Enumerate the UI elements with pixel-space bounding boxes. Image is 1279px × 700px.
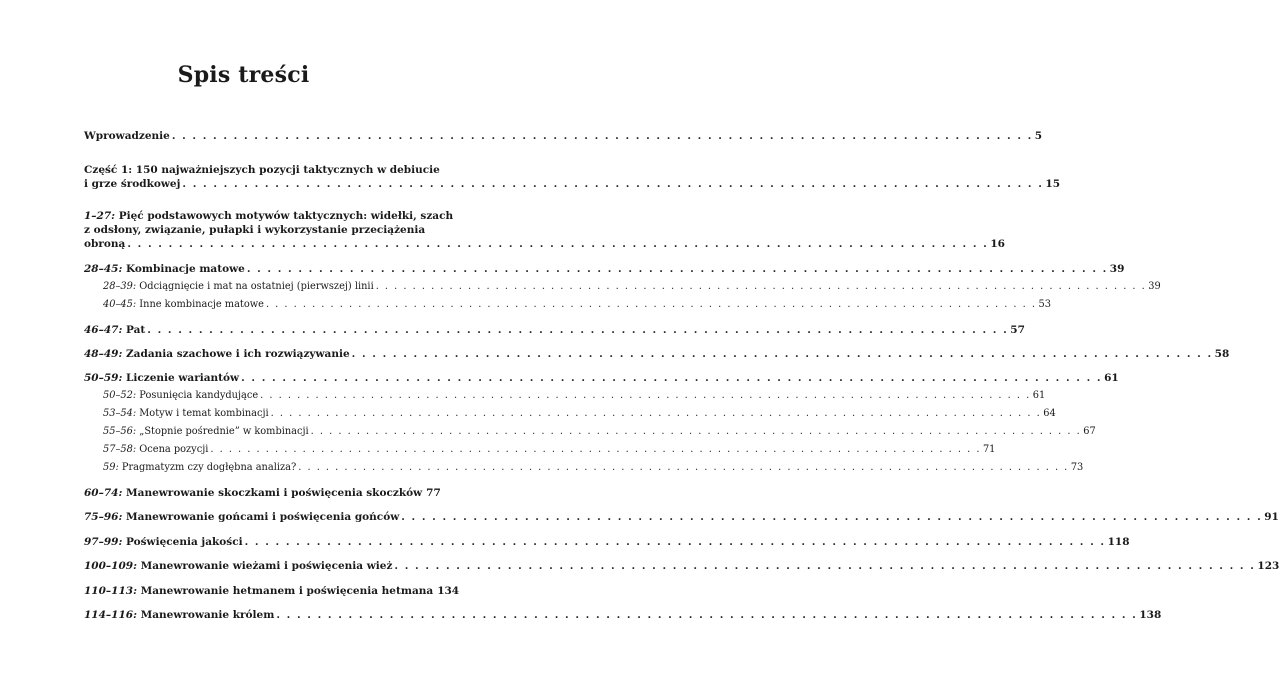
toc-entry-label: Manewrowanie skoczkami i poświęcenia skoczków bbox=[126, 487, 423, 499]
toc-entry-page: 67 bbox=[1083, 426, 1096, 437]
toc-subentry-40-45[interactable] bbox=[0, 298, 1051, 312]
toc-entry-label: Manewrowanie wieżami i poświęcenia wież bbox=[140, 560, 393, 572]
toc-entry-label: Manewrowanie hetmanem i poświęcenia hetmana bbox=[140, 585, 434, 597]
toc-entry-page: 57 bbox=[1010, 324, 1025, 336]
leader-dots: . . . . . . . . . . . . . . . . . . . . . . . . . . . . . . . . . . . . . . . . . . . . . . . . . . . . . . . . . . . . . . . . . . . . . . . . . . . . . . . . . . . . bbox=[394, 560, 1256, 572]
toc-entry-page: 64 bbox=[1043, 408, 1056, 419]
leader-dots: . . . . . . . . . . . . . . . . . . . . . . . . . . . . . . . . . . . . . . . . . . . . . . . . . . . . . . . . . . . . . . . . . . . . . . . . . . . . . . . . . . . . bbox=[147, 324, 1009, 336]
toc-entry-114-116[interactable] bbox=[0, 608, 1162, 622]
toc-entry-number: 57–58: bbox=[103, 444, 137, 455]
toc-entry-number: 59: bbox=[103, 462, 119, 473]
toc-entry-page: 16 bbox=[990, 238, 1005, 250]
toc-entry-number: 100–109: bbox=[84, 560, 137, 572]
toc-entry-label: Kombinacje matowe bbox=[126, 263, 245, 275]
toc-entry-label-line1: Część 1: 150 najważniejszych pozycji taktycznych w debiucie bbox=[84, 164, 440, 176]
leader-dots: . . . . . . . . . . . . . . . . . . . . . . . . . . . . . . . . . . . . . . . . . . . . . . . . . . . . . . . . . . . . . . . . . . . . . . . . . . . . . . . . . . . . bbox=[351, 348, 1213, 360]
toc-entry-number: 40–45: bbox=[103, 299, 137, 310]
toc-entry-number: 50–59: bbox=[84, 372, 123, 384]
toc-entry-label: Inne kombinacje matowe bbox=[139, 299, 264, 310]
toc-entry-label: „Stopnie pośrednie” w kombinacji bbox=[139, 426, 309, 437]
toc-entry-46-47[interactable] bbox=[0, 323, 1025, 337]
leader-dots: . . . . . . . . . . . . . . . . . . . . . . . . . . . . . . . . . . . . . . . . . . . . . . . . . . . . . . . . . . . . . . . . . . . . . . . . . . . . . . . . . . . . bbox=[270, 408, 1042, 419]
toc-entry-number: 1–27: bbox=[84, 210, 116, 222]
toc-entry-label: Posunięcia kandydujące bbox=[139, 390, 259, 401]
toc-entry-page: 58 bbox=[1214, 348, 1230, 360]
toc-entry-page: 39 bbox=[1148, 281, 1161, 292]
toc-entry-page: 15 bbox=[1045, 178, 1061, 190]
leader-dots: . . . . . . . . . . . . . . . . . . . . . . . . . . . . . . . . . . . . . . . . . . . . . . . . . . . . . . . . . . . . . . . . . . . . . . . . . . . . . . . . . . . . bbox=[241, 372, 1103, 384]
toc-entry-label: Manewrowanie gońcami i poświęcenia gońców bbox=[126, 511, 400, 523]
toc-entry-number: 46–47: bbox=[84, 324, 123, 336]
leader-dots: . . . . . . . . . . . . . . . . . . . . . . . . . . . . . . . . . . . . . . . . . . . . . . . . . . . . . . . . . . . . . . . . . . . . . . . . . . . . . . . . . . . . bbox=[375, 281, 1147, 292]
leader-dots: . . . . . . . . . . . . . . . . . . . . . . . . . . . . . . . . . . . . . . . . . . . . . . . . . . . . . . . . . . . . . . . . . . . . . . . . . . . . . . . . . . . . bbox=[246, 263, 1108, 275]
toc-subentry-55-56[interactable] bbox=[0, 425, 1096, 439]
toc-entry-number: 75–96: bbox=[84, 511, 123, 523]
toc-entry-page: 123 bbox=[1257, 560, 1279, 572]
toc-entry-number: 110–113: bbox=[84, 585, 137, 597]
toc-entry-label-line2: z odsłony, związanie, pułapki i wykorzystanie przeciążenia bbox=[84, 224, 426, 236]
leader-dots: . . . . . . . . . . . . . . . . . . . . . . . . . . . . . . . . . . . . . . . . . . . . . . . . . . . . . . . . . . . . . . . . . . . . . . . . . . . . . . . . . . . . bbox=[182, 178, 1044, 190]
toc-entry-page: 61 bbox=[1032, 390, 1046, 401]
toc-entry-label: Liczenie wariantów bbox=[126, 372, 240, 384]
toc-entry-label: Ocena pozycji bbox=[139, 444, 209, 455]
toc-entry-page: 61 bbox=[1104, 372, 1119, 384]
toc-entry-number: 50–52: bbox=[103, 390, 137, 401]
leader-dots: . . . . . . . . . . . . . . . . . . . . . . . . . . . . . . . . . . . . . . . . . . . . . . . . . . . . . . . . . . . . . . . . . . . . . . . . . . . . . . . . . . . . bbox=[210, 444, 981, 455]
page-title: Spis treści bbox=[177, 62, 310, 88]
leader-dots: . . . . . . . . . . . . . . . . . . . . . . . . . . . . . . . . . . . . . . . . . . . . . . . . . . . . . . . . . . . . . . . . . . . . . . . . . . . . . . . . . . . . bbox=[260, 390, 1031, 401]
toc-entry-page: 71 bbox=[982, 444, 996, 455]
toc-entry-page: 73 bbox=[1070, 462, 1084, 473]
toc-entry-28-45[interactable] bbox=[0, 262, 1125, 276]
toc-entry-label-line3: obroną bbox=[84, 238, 126, 250]
toc-entry-page: 39 bbox=[1109, 263, 1125, 275]
toc-entry-number: 48–49: bbox=[84, 348, 123, 360]
toc-entry-48-49[interactable] bbox=[0, 347, 1230, 361]
toc-entry-page: 118 bbox=[1107, 536, 1130, 548]
toc-entry-introduction[interactable] bbox=[0, 129, 1043, 143]
toc-entry-label-line1: Pięć podstawowych motywów taktycznych: widełki, szach bbox=[118, 210, 454, 222]
toc-entry-100-109[interactable] bbox=[0, 559, 1279, 573]
toc-entry-number: 97–99: bbox=[84, 536, 123, 548]
toc-entry-label: Odciągnięcie i mat na ostatniej (pierwszej) linii bbox=[139, 281, 374, 292]
toc-entry-number: 114–116: bbox=[84, 609, 137, 621]
leader-dots: . . . . . . . . . . . . . . . . . . . . . . . . . . . . . . . . . . . . . . . . . . . . . . . . . . . . . . . . . . . . . . . . . . . . . . . . . . . . . . . . . . . . bbox=[401, 511, 1263, 523]
toc-entry-page: 53 bbox=[1038, 299, 1051, 310]
toc-entry-60-74[interactable] bbox=[0, 486, 487, 500]
toc-entry-1-27[interactable] bbox=[0, 209, 1005, 251]
toc-subentry-57-58[interactable] bbox=[0, 443, 996, 457]
leader-dots: . . . . . . . . . . . . . . . . . . . . . . . . . . . . . . . . . . . . . . . . . . . . . . . . . . . . . . . . . . . . . . . . . . . . . . . . . . . . . . . . . . . . bbox=[265, 299, 1037, 310]
leader-dots: . . . . . . . . . . . . . . . . . . . . . . . . . . . . . . . . . . . . . . . . . . . . . . . . . . . . . . . . . . . . . . . . . . . . . . . . . . . . . . . . . . . . bbox=[127, 238, 989, 250]
toc-entry-110-113[interactable] bbox=[0, 584, 487, 598]
leader-dots: . . . . . . . . . . . . . . . . . . . . . . . . . . . . . . . . . . . . . . . . . . . . . . . . . . . . . . . . . . . . . . . . . . . . . . . . . . . . . . . . . . . . bbox=[244, 536, 1106, 548]
toc-subentry-59[interactable] bbox=[0, 461, 1084, 475]
toc-entry-label: Manewrowanie królem bbox=[140, 609, 275, 621]
toc-entry-label: Wprowadzenie bbox=[84, 130, 170, 142]
toc-entry-number: 53–54: bbox=[103, 408, 137, 419]
leader-dots: . . . . . . . . . . . . . . . . . . . . . . . . . . . . . . . . . . . . . . . . . . . . . . . . . . . . . . . . . . . . . . . . . . . . . . . . . . . . . . . . . . . . bbox=[298, 462, 1069, 473]
toc-entry-75-96[interactable] bbox=[0, 510, 1279, 524]
toc-entry-label: Zadania szachowe i ich rozwiązywanie bbox=[126, 348, 350, 360]
toc-entry-page: 134 bbox=[437, 585, 460, 597]
toc-entry-50-59[interactable] bbox=[0, 371, 1119, 385]
toc-subentry-50-52[interactable] bbox=[0, 389, 1046, 403]
toc-subentry-28-39[interactable] bbox=[0, 280, 1161, 294]
toc-entry-number: 55–56: bbox=[103, 426, 137, 437]
toc-entry-label: Poświęcenia jakości bbox=[126, 536, 243, 548]
leader-dots: . . . . . . . . . . . . . . . . . . . . . . . . . . . . . . . . . . . . . . . . . . . . . . . . . . . . . . . . . . . . . . . . . . . . . . . . . . . . . . . . . . . . bbox=[171, 130, 1033, 142]
toc-entry-number: 28–45: bbox=[84, 263, 123, 275]
toc-entry-label: Motyw i temat kombinacji bbox=[139, 408, 269, 419]
leader-dots: . . . . . . . . . . . . . . . . . . . . . . . . . . . . . . . . . . . . . . . . . . . . . . . . . . . . . . . . . . . . . . . . . . . . . . . . . . . . . . . . . . . . bbox=[276, 609, 1138, 621]
toc-entry-label: Pragmatyzm czy dogłębna analiza? bbox=[121, 462, 297, 473]
toc-entry-97-99[interactable] bbox=[0, 535, 1130, 549]
toc-subentry-53-54[interactable] bbox=[0, 407, 1056, 421]
toc-entry-part-1[interactable] bbox=[0, 163, 1061, 191]
toc-entry-page: 5 bbox=[1034, 130, 1043, 142]
toc-entry-number: 60–74: bbox=[84, 487, 123, 499]
toc-entry-page: 77 bbox=[426, 487, 441, 499]
toc-entry-number: 28–39: bbox=[103, 281, 137, 292]
toc-entry-page: 91 bbox=[1264, 511, 1279, 523]
leader-dots: . . . . . . . . . . . . . . . . . . . . . . . . . . . . . . . . . . . . . . . . . . . . . . . . . . . . . . . . . . . . . . . . . . . . . . . . . . . . . . . . . . . . bbox=[310, 426, 1082, 437]
toc-entry-label: Pat bbox=[126, 324, 146, 336]
toc-entry-label-line2: i grze środkowej bbox=[84, 178, 181, 190]
toc-entry-page: 138 bbox=[1139, 609, 1162, 621]
